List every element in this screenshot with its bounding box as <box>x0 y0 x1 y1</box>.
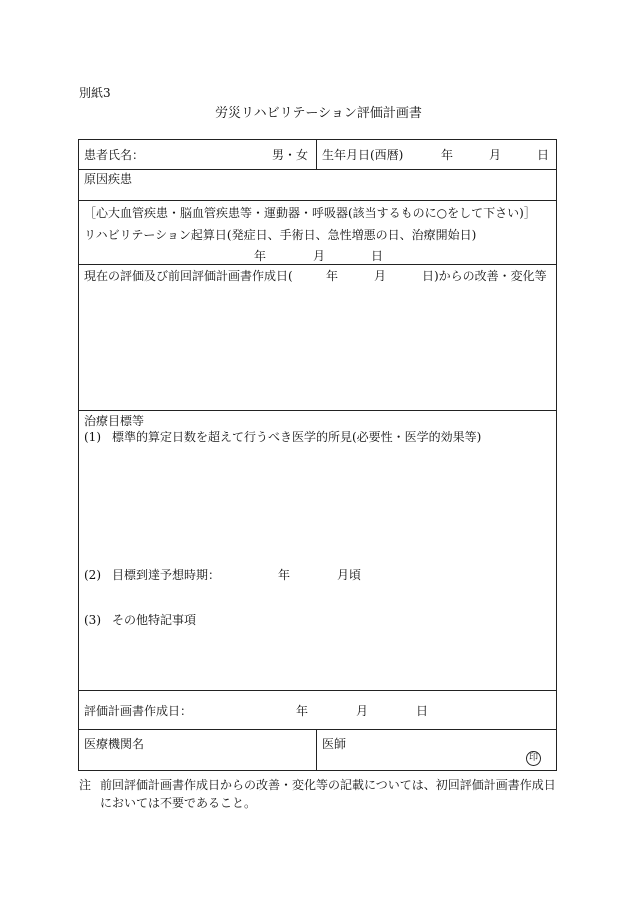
goal-1-number: (1) <box>84 430 101 444</box>
goal-1-text: 標準的算定日数を超えて行うべき医学的所見(必要性・医学的効果等) <box>112 430 482 444</box>
creation-day: 日 <box>416 704 429 718</box>
row-divider <box>78 264 557 265</box>
doctor-label: 医師 <box>322 737 347 751</box>
start-date-month: 月 <box>313 249 326 263</box>
goal-3-text: その他特記事項 <box>112 613 197 627</box>
patient-name-label: 患者氏名： <box>84 148 145 162</box>
goal-2-number: (2) <box>84 568 101 582</box>
goal-3-number: (3) <box>84 613 101 627</box>
col-divider <box>316 139 317 170</box>
creation-month: 月 <box>356 704 369 718</box>
dob-month: 月 <box>489 148 502 162</box>
col-divider <box>316 729 317 771</box>
dob-day: 日 <box>537 148 550 162</box>
goals-header: 治療目標等 <box>84 414 145 428</box>
start-date-label: リハビリテーション起算日(発症日、手術日、急性増悪の日、治療開始日) <box>84 228 477 242</box>
start-date-year: 年 <box>254 249 267 263</box>
creation-year: 年 <box>296 704 309 718</box>
row-divider <box>78 729 557 730</box>
row-divider <box>78 169 557 170</box>
dob-label: 生年月日(西暦) <box>322 148 404 162</box>
table-border-top <box>78 139 557 140</box>
dob-year: 年 <box>441 148 454 162</box>
row-divider <box>78 690 557 691</box>
institution-label: 医療機関名 <box>84 737 145 751</box>
diagnosis-label: 原因疾患 <box>84 172 133 186</box>
creation-date-label: 評価計画書作成日： <box>84 704 193 718</box>
table-border-right <box>556 139 557 771</box>
attachment-label: 別紙3 <box>79 86 111 100</box>
goal-2-text: 目標到達予想時期： <box>112 568 221 582</box>
goal-2-month: 月頃 <box>337 568 362 582</box>
sex-options: 男・女 <box>272 148 309 162</box>
start-date-day: 日 <box>371 249 384 263</box>
row-divider <box>78 200 557 201</box>
row-divider <box>78 410 557 411</box>
note-mark: 注 <box>79 778 92 792</box>
seal-mark-icon: 印 <box>526 751 541 766</box>
progress-label-start: 現在の評価及び前回評価計画書作成日( <box>84 269 293 283</box>
category-options: ［心大血管疾患・脳血管疾患等・運動器・呼吸器(該当するものに○をして下さい)］ <box>84 206 536 220</box>
table-border-left <box>78 139 79 771</box>
progress-month: 月 <box>374 269 387 283</box>
form-title: 労災リハビリテーション評価計画書 <box>215 106 422 121</box>
note-line-1: 前回評価計画書作成日からの改善・変化等の記載については、初回評価計画書作成日 <box>100 778 556 792</box>
goal-2-year: 年 <box>278 568 291 582</box>
progress-year: 年 <box>326 269 339 283</box>
table-border-bottom <box>78 770 557 771</box>
progress-label-end: 日)からの改善・変化等 <box>422 269 547 283</box>
note-line-2: においては不要であること。 <box>100 796 257 810</box>
